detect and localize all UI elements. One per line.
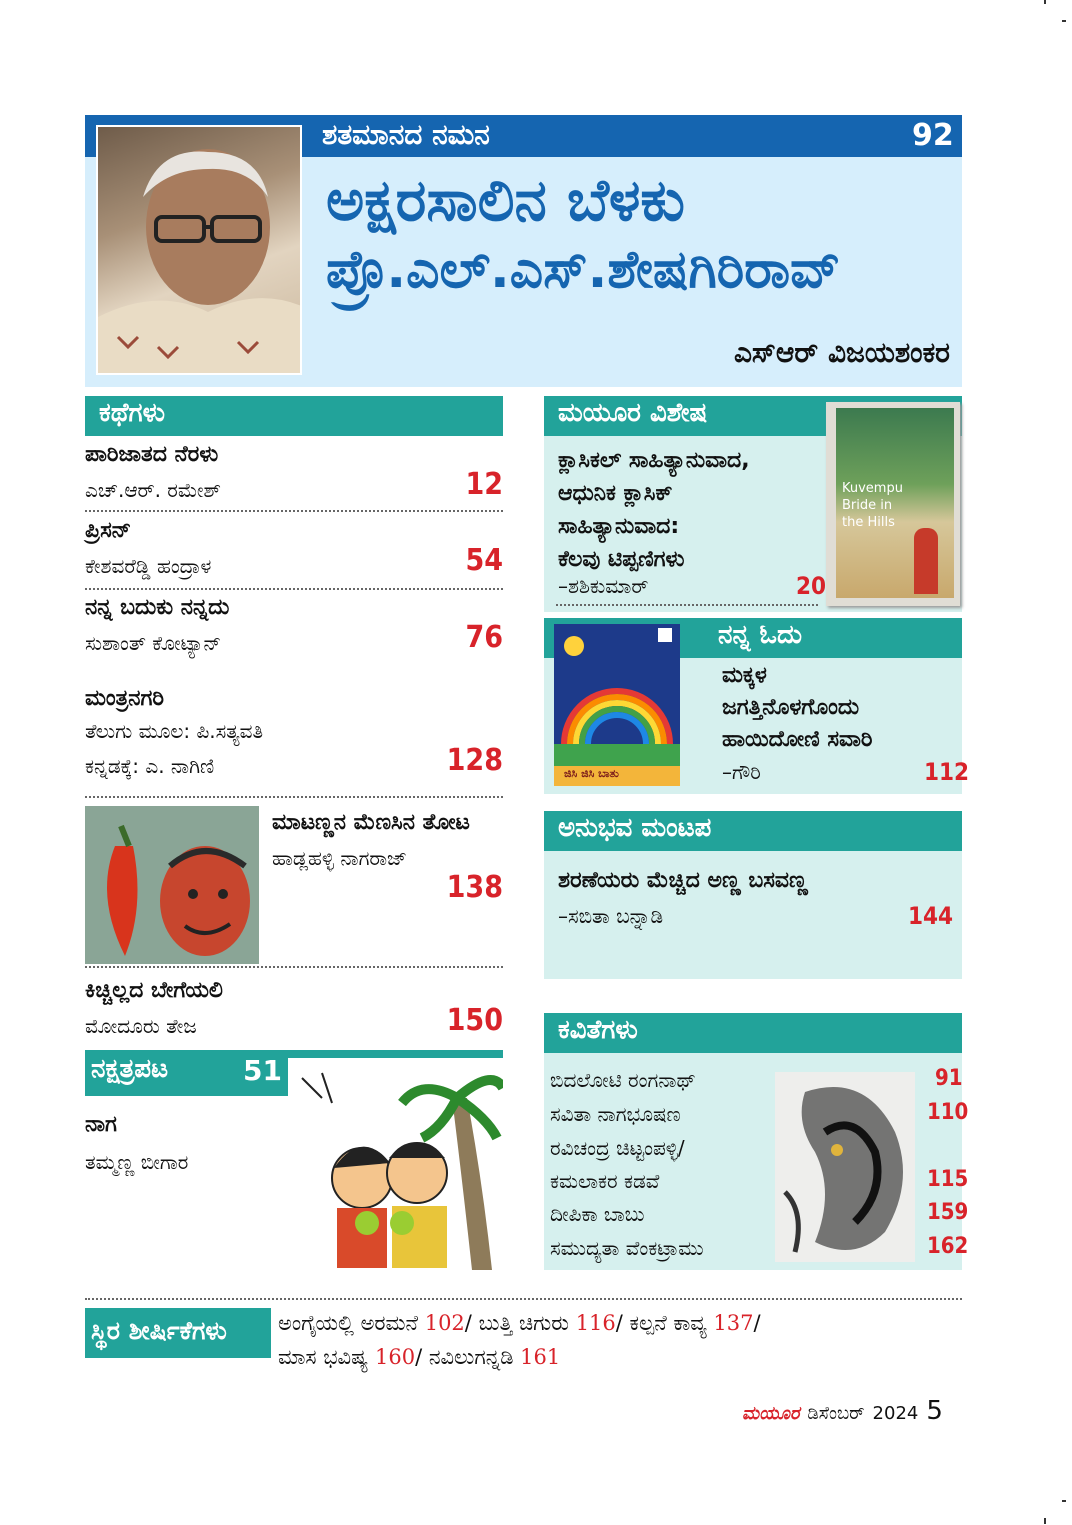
comic-illustration xyxy=(292,1058,503,1270)
poem-page: 162 xyxy=(927,1234,969,1259)
story-title: ಮಂತ್ರನಗರಿ xyxy=(85,686,165,711)
story-translator: ಕನ್ನಡಕ್ಕೆ: ಎ. ನಾಗಿಣಿ xyxy=(85,754,215,778)
special-feature-line: ಸಾಹಿತ್ಯಾನುವಾದ: xyxy=(558,514,680,539)
story-title: ಪಾರಿಜಾತದ ನೆರಳು xyxy=(85,442,219,467)
story-title: ಮಾಟಣ್ಣನ ಮೆಣಸಿನ ತೋಟ xyxy=(272,810,470,835)
crop-mark xyxy=(1062,1500,1066,1502)
story-author: ಎಚ್.ಆರ್. ರಮೇಶ್ xyxy=(85,478,221,502)
feature-subtitle: ಪ್ರೊ.ಎಲ್.ಎಸ್.ಶೇಷಗಿರಿರಾವ್ xyxy=(326,240,841,300)
poems-heading: ಕವಿತೆಗಳು xyxy=(544,1013,962,1053)
poem-page: 110 xyxy=(927,1100,969,1125)
poet-name: ಸವಿತಾ ನಾಗಭೂಷಣ xyxy=(550,1102,681,1126)
crop-mark xyxy=(1044,0,1046,4)
regular-item: ನವಿಲುಗನ್ನಡಿ xyxy=(428,1345,514,1369)
poems-illustration xyxy=(775,1072,915,1262)
story-author: ಮೋದೂರು ತೇಜ xyxy=(85,1014,197,1038)
divider xyxy=(556,604,818,606)
regular-item: ಮಾಸ ಭವಿಷ್ಯ xyxy=(278,1345,369,1369)
experience-author: –ಸಬಿತಾ ಬನ್ನಾಡಿ xyxy=(558,904,664,928)
my-reading-page: 112 xyxy=(924,758,970,786)
my-reading-line: ಜಗತ್ತಿನೊಳಗೊಂದು xyxy=(722,695,860,720)
book-cover-kuvempu xyxy=(826,402,960,606)
story-title: ಪ್ರಿಸನ್ xyxy=(85,518,132,543)
book-cover-text: Bride in xyxy=(842,498,893,513)
experience-page: 144 xyxy=(908,902,954,930)
regular-item-page: 137 xyxy=(713,1311,754,1335)
special-feature-line: ಕೆಲವು ಟಿಪ್ಪಣಿಗಳು xyxy=(558,547,685,572)
my-reading-line: ಹಾಯಿದೋಣಿ ಸವಾರಿ xyxy=(722,727,873,752)
crop-mark xyxy=(1062,20,1066,22)
my-reading-heading: ನನ್ನ ಓದು xyxy=(718,620,803,650)
special-feature-line: ಆಧುನಿಕ ಕ್ಲಾಸಿಕ್ xyxy=(558,481,673,506)
poem-page: 115 xyxy=(927,1167,969,1192)
crop-mark xyxy=(1044,1518,1046,1524)
experience-title: ಶರಣೆಯರು ಮೆಚ್ಚಿದ ಅಣ್ಣ ಬಸವಣ್ಣ xyxy=(558,868,808,893)
poet-name: ಕಮಲಾಕರ ಕಡವೆ xyxy=(550,1169,660,1193)
special-feature-line: ಕ್ಲಾಸಿಕಲ್ ಸಾಹಿತ್ಯಾನುವಾದ, xyxy=(558,448,750,473)
feature-title: ಅಕ್ಷರಸಾಲಿನ ಬೆಳಕು xyxy=(326,166,685,234)
page-number: 150 xyxy=(446,1003,503,1038)
comic-author: ತಮ್ಮಣ್ಣ ಬೀಗಾರ xyxy=(85,1150,189,1174)
my-reading-text xyxy=(722,660,873,756)
story-title: ಕಿಚ್ಚಿಲ್ಲದ ಬೇಗೆಯಲಿ xyxy=(85,978,223,1003)
special-feature-heading: ಮಯೂರ ವಿಶೇಷ xyxy=(544,396,962,436)
regular-heading: ಸ್ಥಿರ ಶೀರ್ಷಿಕೆಗಳು xyxy=(85,1308,271,1358)
my-reading-line: ಮಕ್ಕಳ xyxy=(722,663,767,688)
poet-name: ಬಿದಲೋಟಿ ರಂಗನಾಥ್ xyxy=(550,1068,696,1092)
page-number: 138 xyxy=(446,870,503,905)
divider xyxy=(85,1298,962,1300)
story-illustration-chilli xyxy=(85,806,259,964)
book-cover-rainbow xyxy=(554,624,680,786)
my-reading-author: –ಗೌರಿ xyxy=(722,760,761,784)
comic-title: ನಾಗ xyxy=(85,1112,117,1137)
regular-columns-list xyxy=(278,1306,958,1374)
page-number: 128 xyxy=(446,743,503,778)
story-author: ತೆಲುಗು ಮೂಲ: ಪಿ.ಸತ್ಯವತಿ xyxy=(85,719,264,743)
poem-page: 159 xyxy=(927,1200,969,1225)
author-portrait xyxy=(96,125,302,375)
separator: / xyxy=(753,1311,761,1335)
poet-name: ರವಿಚಂದ್ರ ಚಿಟ್ಟಂಪಳ್ಳಿ/ xyxy=(550,1136,685,1160)
experience-heading: ಅನುಭವ ಮಂಟಪ xyxy=(544,811,962,851)
regular-item: ಅಂಗೈಯಲ್ಲಿ ಅರಮನೆ xyxy=(278,1311,419,1335)
story-author: ಕೇಶವರೆಡ್ಡಿ ಹಂದ್ರಾಳ xyxy=(85,554,212,578)
story-author: ಸುಶಾಂತ್ ಕೋಟ್ಯಾನ್ xyxy=(85,631,222,655)
page-number: 54 xyxy=(465,543,503,578)
footer-page-number: 5 xyxy=(926,1396,943,1426)
stories-heading: ಕಥೆಗಳು xyxy=(85,396,503,436)
poet-name: ದೀಪಿಕಾ ಬಾಬು xyxy=(550,1202,645,1226)
special-feature-text xyxy=(558,444,828,576)
list-item xyxy=(85,686,503,798)
magazine-logo: ಮಯೂರ xyxy=(742,1403,800,1424)
feature-author: ಎಸ್‌ಆರ್ ವಿಜಯಶಂಕರ xyxy=(733,336,950,369)
comic-heading xyxy=(85,1050,288,1096)
separator: / xyxy=(464,1311,472,1335)
list-item xyxy=(85,595,503,665)
footer-month: ಡಿಸೆಂಬರ್ xyxy=(807,1403,865,1424)
book-cover-text: Kuvempu xyxy=(842,481,903,496)
poem-page: 91 xyxy=(935,1066,963,1091)
regular-item: ಕಲ್ಪನೆ ಕಾವ್ಯ xyxy=(629,1311,707,1335)
page-number: 76 xyxy=(465,620,503,655)
page-number: 12 xyxy=(465,467,503,502)
comic-heading-label: ನಕ್ಷತ್ರಪಟ xyxy=(91,1054,169,1084)
feature-kicker: ಶತಮಾನದ ನಮನ xyxy=(322,118,490,151)
poet-name: ಸಮುದ್ಯತಾ ವೆಂಕಟ್ರಾಮು xyxy=(550,1236,704,1260)
separator: / xyxy=(415,1345,423,1369)
story-author: ಹಾಡ್ಲಹಳ್ಳಿ ನಾಗರಾಜ್ xyxy=(272,846,407,870)
regular-item-page: 102 xyxy=(424,1311,465,1335)
special-feature-author: –ಶಶಿಕುಮಾರ್ xyxy=(558,574,649,598)
list-item xyxy=(85,518,503,590)
list-item xyxy=(85,978,503,1042)
regular-item-page: 161 xyxy=(520,1345,561,1369)
comic-page-number: 51 xyxy=(243,1054,282,1087)
story-title: ನನ್ನ ಬದುಕು ನನ್ನದು xyxy=(85,595,230,620)
footer-year: 2024 xyxy=(872,1403,919,1424)
feature-page-number: 92 xyxy=(912,118,954,153)
book-cover-text: ಜಿಸಿ ಜಿಸಿ ಬಾತು xyxy=(564,767,619,780)
book-cover-text: the Hills xyxy=(842,515,895,530)
list-item xyxy=(85,442,503,512)
page-footer xyxy=(742,1396,943,1426)
regular-item-page: 160 xyxy=(374,1345,416,1369)
special-feature-page: 20 xyxy=(796,572,827,600)
list-item xyxy=(272,806,503,964)
regular-item-page: 116 xyxy=(575,1311,616,1335)
divider xyxy=(85,966,503,968)
regular-item: ಬುತ್ತಿ ಚಿಗುರು xyxy=(478,1311,569,1335)
separator: / xyxy=(615,1311,623,1335)
